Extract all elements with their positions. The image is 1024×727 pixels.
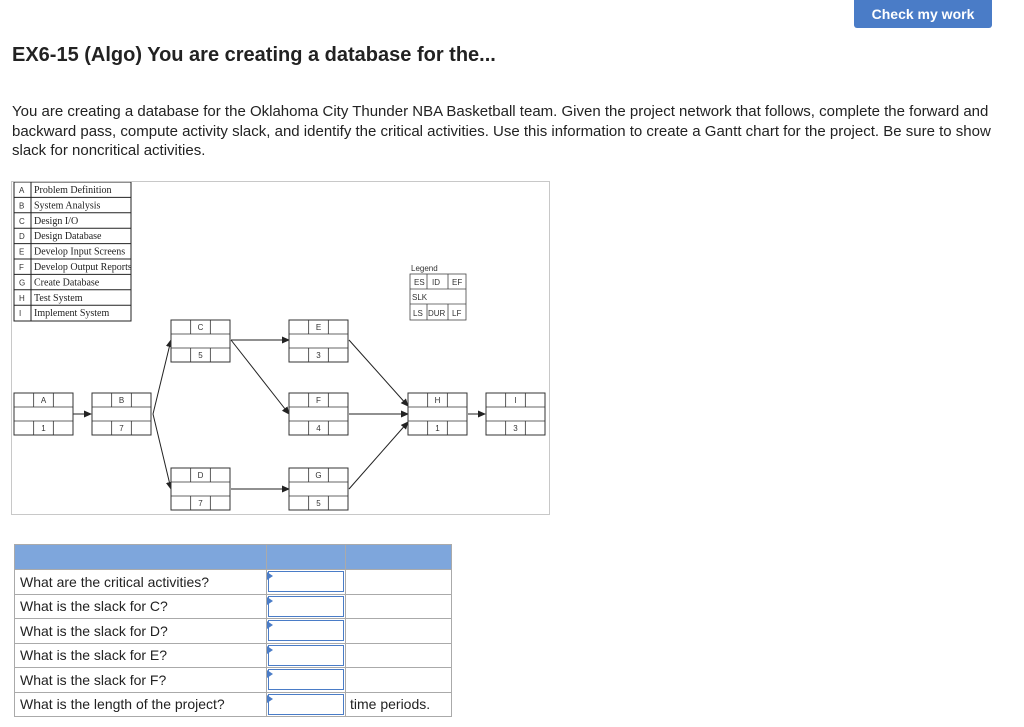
- check-my-work-button[interactable]: Check my work: [854, 0, 992, 28]
- arrow-b-c: [153, 340, 171, 414]
- activity-letter: E: [19, 247, 25, 257]
- answer-row-critical: [15, 570, 452, 595]
- node-duration-label: 5: [316, 499, 321, 508]
- header-cell: [267, 545, 346, 570]
- answer-row-slack-f: [15, 668, 452, 693]
- node-duration-label: 4: [316, 424, 321, 433]
- project-network-figure: [11, 181, 550, 515]
- answer-cell: [267, 594, 346, 619]
- node-id-label: H: [434, 396, 441, 405]
- project-length-input[interactable]: [268, 694, 344, 715]
- legend-id: ID: [432, 278, 440, 287]
- unit-label: time periods.: [346, 692, 452, 717]
- node-id-label: B: [118, 396, 125, 405]
- activity-name: Design I/O: [34, 215, 79, 227]
- question-label: What is the slack for F?: [15, 668, 267, 693]
- activity-name: Problem Definition: [34, 185, 112, 196]
- node-g: [289, 468, 348, 510]
- activity-letter: F: [19, 263, 24, 272]
- legend-ef: EF: [452, 278, 463, 287]
- slack-d-input[interactable]: [268, 620, 344, 641]
- answer-row-length: [15, 692, 452, 717]
- question-label: What is the slack for D?: [15, 619, 267, 644]
- answer-cell: [267, 643, 346, 668]
- answers-table: [14, 544, 452, 717]
- legend-slk: SLK: [412, 293, 428, 302]
- node-i: [486, 393, 545, 435]
- question-label: What is the slack for E?: [15, 643, 267, 668]
- activity-name: Test System: [34, 292, 83, 304]
- legend-title: Legend: [411, 264, 438, 273]
- activity-name: System Analysis: [34, 200, 101, 212]
- network-nodes: [14, 320, 545, 510]
- activity-name: Design Database: [34, 231, 102, 243]
- arrow-c-f: [231, 340, 289, 414]
- unit-label: [346, 619, 452, 644]
- question-text: You are creating a database for the Oklahoma City Thunder NBA Basketball team. Given the project network that follows, complete the forward and backward pass, compute activity slack, and identify the critical activities. Use this information to create a Gantt chart for the project. Be sure to show slack for noncritical activities.: [12, 103, 991, 159]
- activity-letter: H: [19, 293, 25, 303]
- legend-dur: DUR: [428, 309, 446, 318]
- activity-list: [14, 182, 132, 321]
- node-id-label: I: [514, 396, 517, 405]
- activity-letter: C: [19, 216, 25, 226]
- legend-ls: LS: [413, 309, 423, 318]
- answer-cell: [267, 570, 346, 595]
- activity-letter: D: [19, 232, 25, 242]
- node-duration-label: 3: [316, 351, 321, 360]
- legend: [410, 264, 466, 320]
- node-id-label: F: [316, 396, 321, 405]
- node-id-label: E: [315, 323, 322, 332]
- node-id-label: C: [197, 323, 204, 332]
- activity-name: Develop Output Reports: [34, 262, 132, 273]
- legend-lf: LF: [452, 309, 462, 318]
- question-label: What are the critical activities?: [15, 570, 267, 595]
- answer-row-slack-c: [15, 594, 452, 619]
- answers-header-row: [15, 545, 452, 570]
- activity-name: Implement System: [34, 308, 110, 320]
- page-title: EX6-15 (Algo) You are creating a database for the...: [12, 44, 496, 66]
- unit-label: [346, 570, 452, 595]
- activity-letter: G: [19, 278, 26, 288]
- node-e: [289, 320, 348, 362]
- question-label: What is the length of the project?: [15, 692, 267, 717]
- activity-name: Create Database: [34, 277, 100, 289]
- node-f: [289, 393, 348, 435]
- arrow-b-d: [153, 414, 171, 489]
- activity-letter: A: [19, 186, 25, 195]
- legend-es: ES: [414, 278, 425, 287]
- unit-label: [346, 643, 452, 668]
- node-a: [14, 393, 73, 435]
- unit-label: [346, 668, 452, 693]
- unit-label: [346, 594, 452, 619]
- node-duration-label: 7: [119, 424, 124, 433]
- answer-cell: [267, 692, 346, 717]
- header-cell: [346, 545, 452, 570]
- node-duration-label: 3: [513, 424, 518, 433]
- node-id-label: A: [40, 396, 47, 405]
- node-c: [171, 320, 230, 362]
- slack-f-input[interactable]: [268, 669, 344, 690]
- activity-letter: I: [19, 309, 22, 319]
- network-diagram: [12, 182, 549, 514]
- arrow-g-h: [349, 422, 408, 489]
- header-cell: [15, 545, 267, 570]
- question-label: What is the slack for C?: [15, 594, 267, 619]
- activity-name: Develop Input Screens: [34, 246, 126, 258]
- node-d: [171, 468, 230, 510]
- node-duration-label: 1: [41, 424, 46, 433]
- critical-activities-input[interactable]: [268, 571, 344, 592]
- node-duration-label: 1: [435, 424, 440, 433]
- slack-c-input[interactable]: [268, 596, 344, 617]
- answer-row-slack-e: [15, 643, 452, 668]
- node-h: [408, 393, 467, 435]
- node-id-label: G: [315, 471, 322, 480]
- node-duration-label: 7: [198, 499, 203, 508]
- answer-cell: [267, 619, 346, 644]
- activity-letter: B: [19, 201, 25, 211]
- answer-row-slack-d: [15, 619, 452, 644]
- slack-e-input[interactable]: [268, 645, 344, 666]
- node-duration-label: 5: [198, 351, 203, 360]
- node-b: [92, 393, 151, 435]
- arrow-e-h: [349, 340, 408, 406]
- node-id-label: D: [197, 471, 204, 480]
- answer-cell: [267, 668, 346, 693]
